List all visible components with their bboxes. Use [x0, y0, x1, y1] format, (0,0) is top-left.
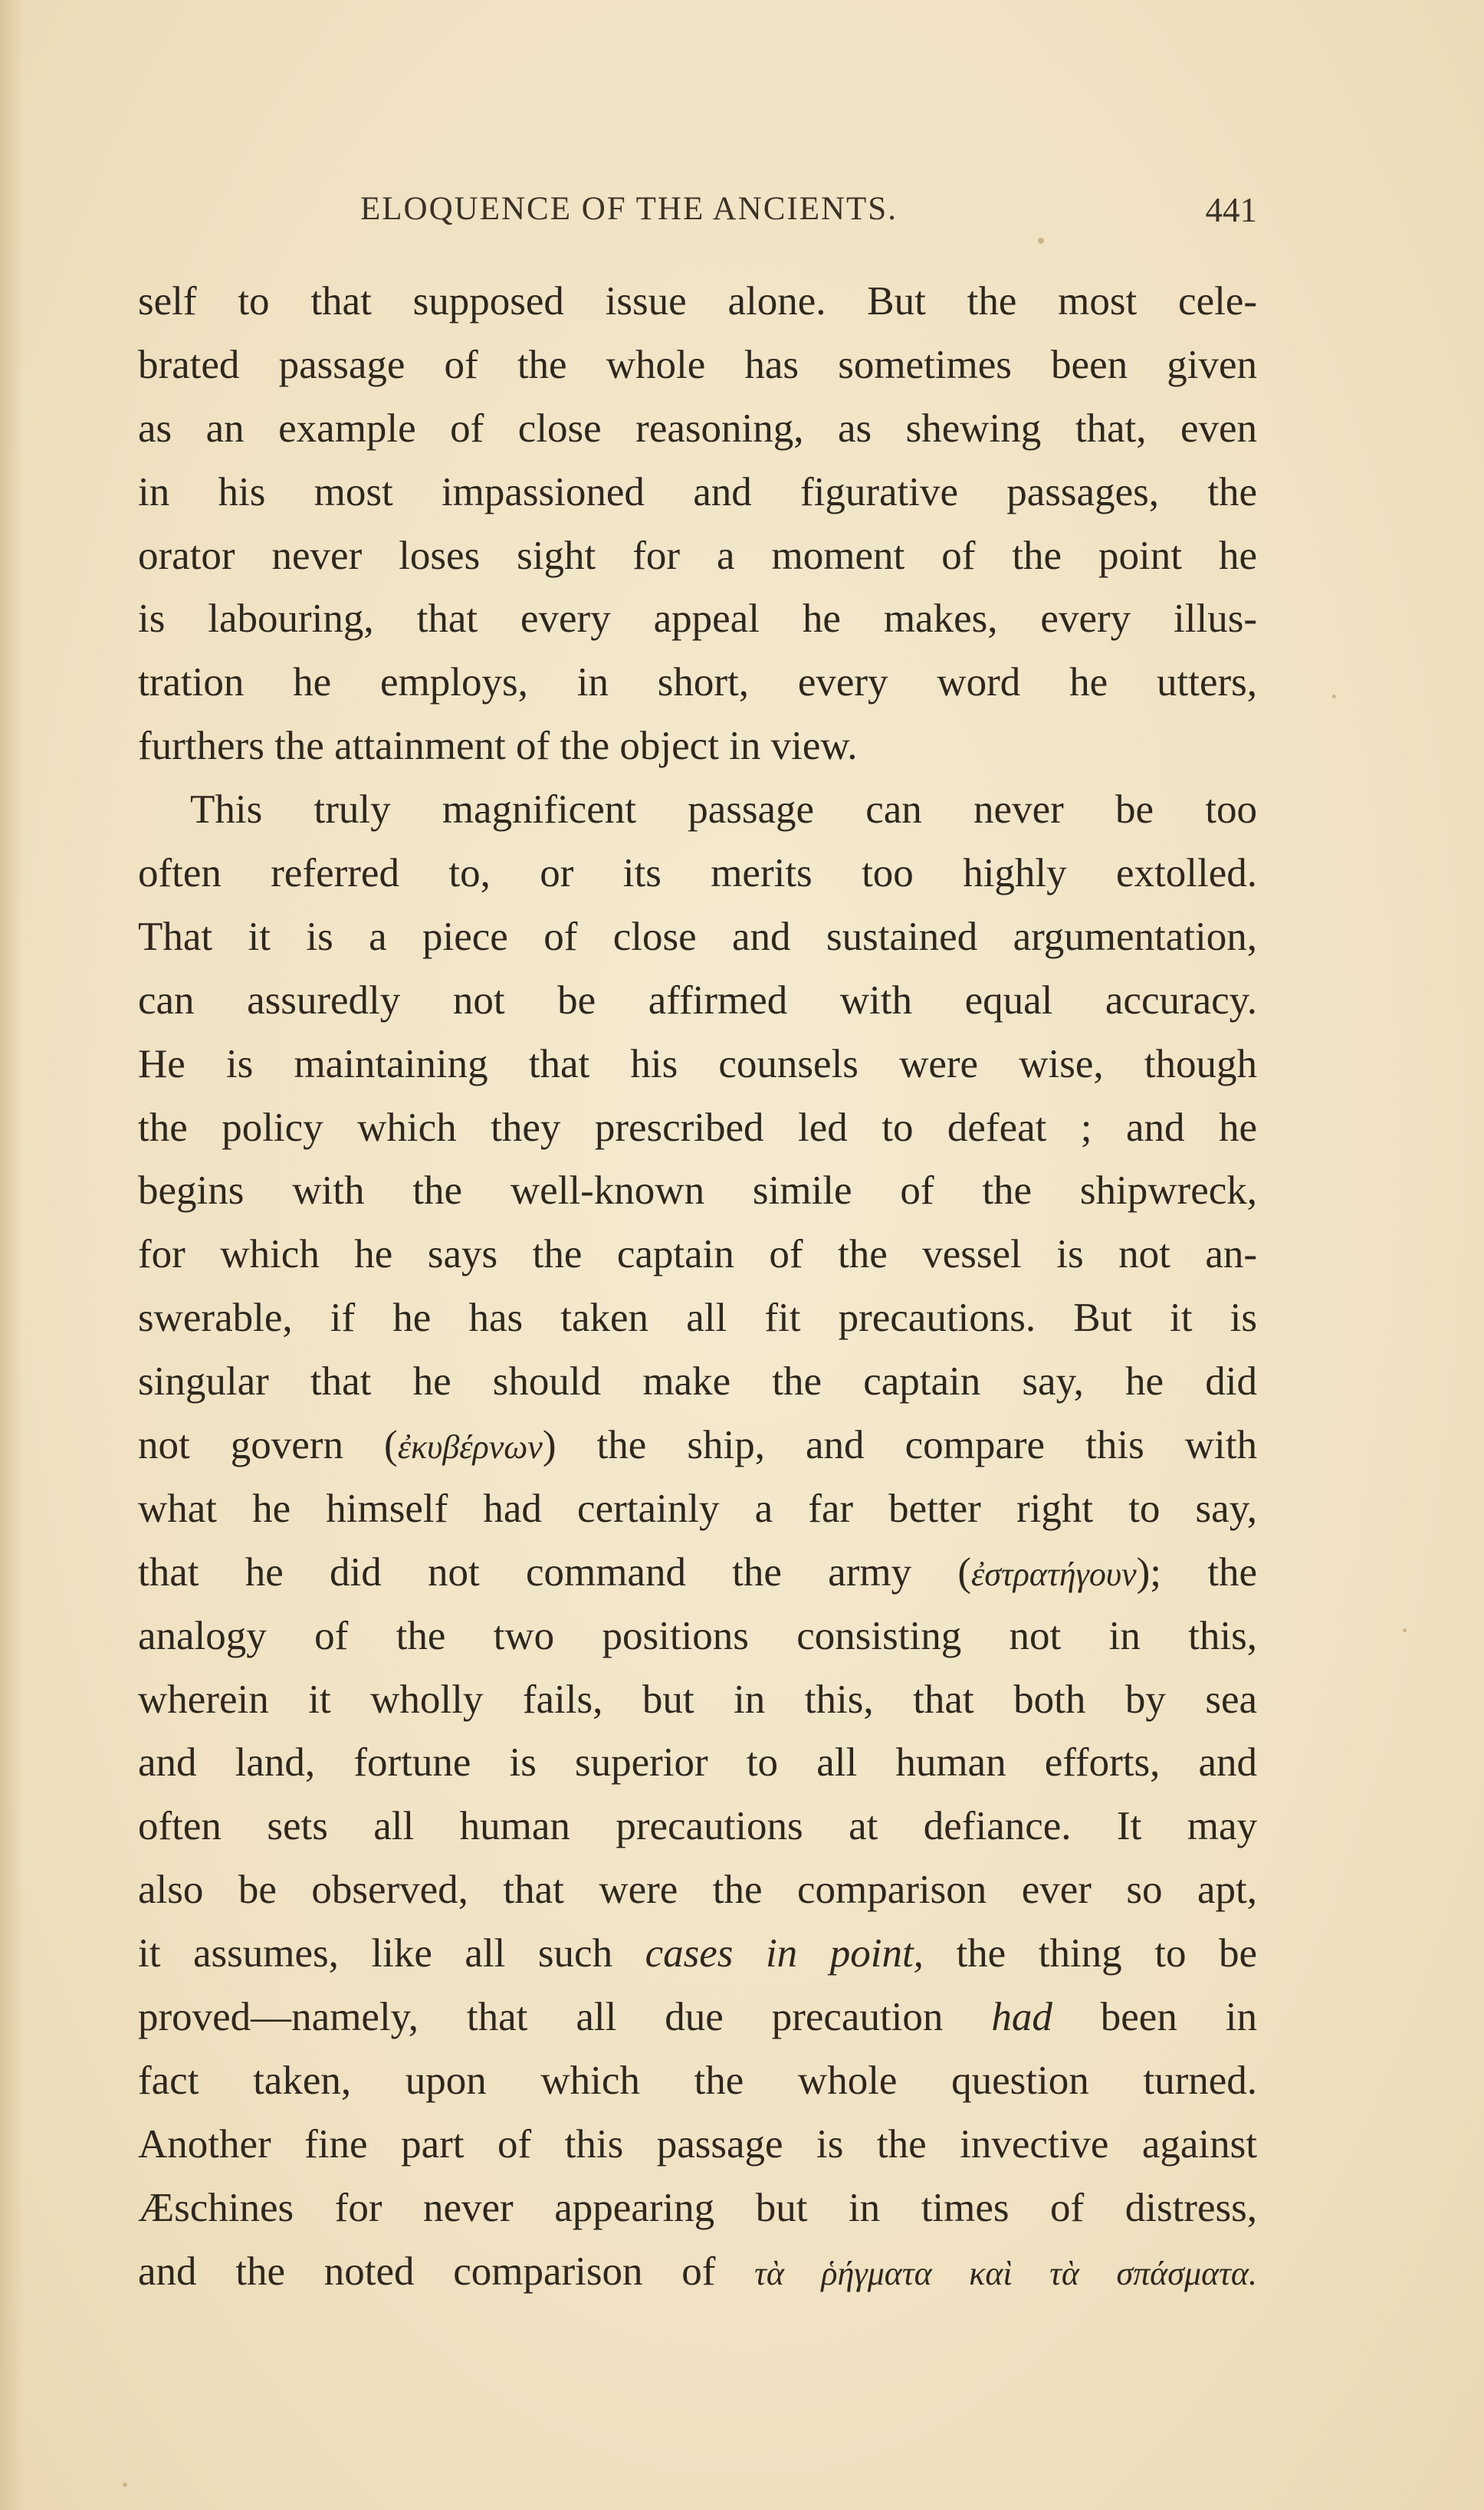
text-line: analogy of the two positions consisting not in this, — [138, 1613, 1257, 1658]
text-line: orator never loses sight for a moment of the point he — [138, 533, 1257, 578]
text-line — [138, 2240, 1257, 2304]
paper-speck — [1332, 695, 1336, 698]
text-segment: that he did not command the army ( — [138, 1549, 971, 1595]
text-line: tration he employs, in short, every word he utters, — [138, 660, 1257, 705]
text-line: is labouring, that every appeal he makes, every illus- — [138, 596, 1257, 642]
text-line: singular that he should make the captain say, he did — [138, 1359, 1257, 1404]
text-line — [138, 1414, 1257, 1477]
text-line: That it is a piece of close and sustained argumentation, — [138, 914, 1257, 959]
text-line: and land, fortune is superior to all human efforts, and — [138, 1740, 1257, 1786]
greek-word: ἐκυβέρνων — [397, 1428, 543, 1467]
text-segment: not govern ( — [138, 1423, 398, 1468]
text-line: Another fine part of this passage is the invective against — [138, 2121, 1257, 2167]
text-line: the policy which they prescribed led to defeat ; and he — [138, 1105, 1257, 1150]
text-line — [138, 1541, 1257, 1605]
paper-speck — [1038, 238, 1044, 244]
text-segment: been in — [1052, 1995, 1258, 2040]
text-line: often sets all human precautions at defiance. It may — [138, 1804, 1257, 1849]
text-segment: proved—namely, that all due precaution — [138, 1995, 992, 2040]
text-segment: the thing to be — [923, 1931, 1258, 1976]
text-line — [138, 1922, 1257, 1986]
text-line: also be observed, that were the comparison ever so apt, — [138, 1868, 1257, 1913]
text-line: in his most impassioned and figurative passages, the — [138, 469, 1257, 514]
text-line: brated passage of the whole has sometimes been given — [138, 342, 1257, 387]
text-line: swerable, if he has taken all fit precautions. But it is — [138, 1296, 1257, 1341]
text-line: furthers the attainment of the object in view. — [138, 724, 858, 769]
body-text — [138, 270, 1257, 2304]
greek-phrase: τὰ ῥήγματα καὶ τὰ σπάσματα. — [754, 2254, 1258, 2292]
text-line: self to that supposed issue alone. But the most cele- — [138, 279, 1257, 324]
text-line: He is maintaining that his counsels were wise, though — [138, 1041, 1257, 1086]
text-line: Æschines for never appearing but in times of distress, — [138, 2185, 1257, 2230]
paper-speck — [1403, 1628, 1407, 1632]
text-line: wherein it wholly fails, but in this, that both by sea — [138, 1677, 1257, 1722]
running-head — [138, 190, 1257, 236]
greek-word: ἐστρατήγουν — [970, 1555, 1137, 1593]
text-segment: and the noted comparison of — [138, 2249, 755, 2294]
text-segment: it assumes, like all such — [138, 1931, 645, 1976]
text-line: for which he says the captain of the vessel is not an- — [138, 1232, 1257, 1277]
paragraph-first-line: This truly magnificent passage can never be too — [190, 787, 1257, 833]
text-line: fact taken, upon which the whole question turned. — [138, 2058, 1257, 2103]
text-line: often referred to, or its merits too highly extolled. — [138, 851, 1257, 896]
italic-phrase: cases in point, — [645, 1931, 924, 1976]
italic-word: had — [991, 1995, 1052, 2040]
page-number: 441 — [1205, 191, 1257, 229]
text-segment: ) the ship, and compare this with — [542, 1423, 1257, 1468]
text-line — [138, 1986, 1257, 2049]
paper-speck — [123, 2482, 127, 2487]
page-gutter-shadow — [0, 0, 23, 2510]
text-line: as an example of close reasoning, as shewing that, even — [138, 406, 1257, 451]
text-line: can assuredly not be affirmed with equal accuracy. — [138, 977, 1257, 1023]
text-line: begins with the well-known simile of the shipwreck, — [138, 1168, 1257, 1214]
text-line: what he himself had certainly a far better right to say, — [138, 1486, 1257, 1531]
running-title: ELOQUENCE OF THE ANCIENTS. — [360, 191, 898, 227]
text-segment: ); the — [1136, 1549, 1257, 1595]
